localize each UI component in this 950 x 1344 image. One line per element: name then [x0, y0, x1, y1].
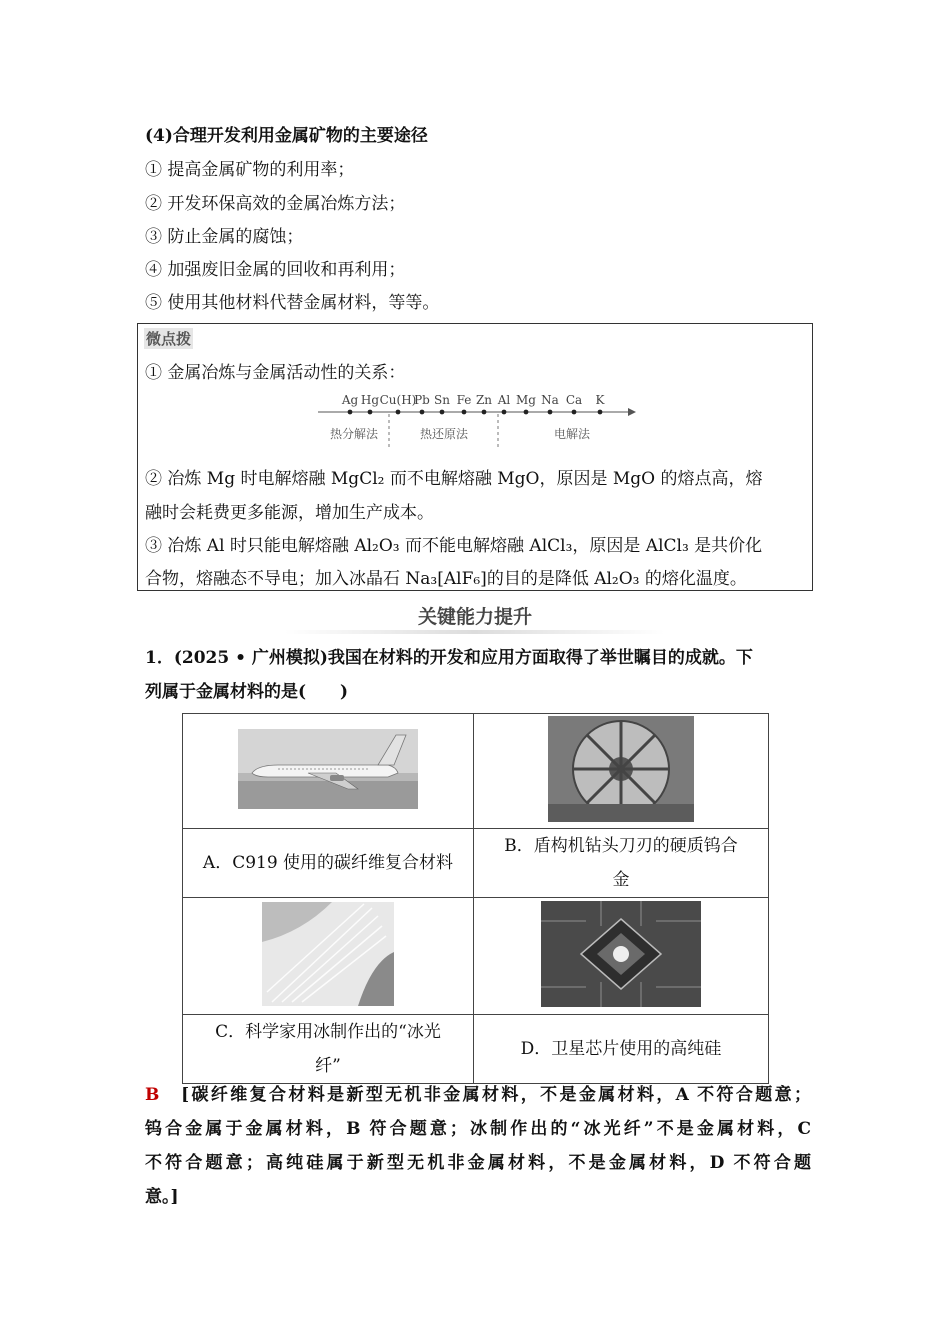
metal-dot-zn	[482, 410, 487, 415]
option-d-image-cell	[474, 898, 769, 1015]
tip-item-2-line-2: 融时会耗费更多能源，增加生产成本。	[145, 503, 434, 523]
route-item-3: ③ 防止金属的腐蚀；	[145, 227, 304, 247]
metal-label-sn: Sn	[434, 393, 450, 407]
options-table	[182, 713, 769, 1084]
tip-item-3-line-2: 合物，熔融态不导电；加入冰晶石 Na₃[AlF₆]的目的是降低 Al₂O₃ 的熔化温度。	[145, 569, 747, 589]
answer-line-1-text: [碳纤维复合材料是新型无机非金属材料，不是金属材料，A 不符合题意；	[181, 1085, 811, 1105]
airplane-image	[238, 729, 418, 809]
option-a-text: A．C919 使用的碳纤维复合材料	[202, 853, 454, 873]
metal-label-ag: Ag	[341, 393, 359, 407]
answer-line-1	[145, 1078, 811, 1113]
tip-item-3-line-1: ③ 冶炼 Al 时只能电解熔融 Al₂O₃ 而不能电解熔融 AlCl₃，原因是 AlCl₃ 是共价化	[145, 536, 763, 556]
shield-machine-image	[548, 716, 694, 822]
metal-label-zn: Zn	[475, 393, 493, 407]
route-item-2: ② 开发环保高效的金属冶炼方法；	[145, 194, 406, 214]
metal-dot-ca	[572, 410, 577, 415]
answer-line-2: 钨合金属于金属材料，B 符合题意；冰制作出的“冰光纤”不是金属材料，C	[145, 1119, 811, 1139]
option-d-cell	[474, 1015, 769, 1084]
metal-dot-hg	[368, 410, 373, 415]
option-b-image-cell	[474, 714, 769, 829]
option-b-text-line-2: 金	[612, 870, 630, 890]
metal-label-al: Al	[497, 393, 511, 407]
route-item-4: ④ 加强废旧金属的回收和再利用；	[145, 260, 406, 280]
option-c-image-cell	[183, 898, 474, 1015]
metal-dot-na	[548, 410, 553, 415]
option-c-text-line-2: 纤”	[315, 1056, 341, 1076]
answer-line-4: 意。]	[145, 1187, 179, 1207]
method-electrolysis: 电解法	[553, 427, 591, 441]
metal-label-mg: Mg	[516, 393, 536, 407]
diagram-arrow	[628, 408, 636, 416]
metal-label-hg: Hg	[360, 393, 380, 407]
option-a-cell	[183, 829, 474, 898]
section-title: 关键能力提升	[417, 606, 532, 628]
option-b-text-line-1: B．盾构机钻头刀刃的硬质钨合	[504, 836, 738, 856]
metal-dot-fe	[462, 410, 467, 415]
metal-dot-pb	[420, 410, 425, 415]
routes-heading: (4)合理开发利用金属矿物的主要途径	[145, 126, 428, 146]
metal-label-cuh: Cu(H)	[379, 393, 417, 407]
metal-dot-k	[598, 410, 603, 415]
metal-dot-sn	[440, 410, 445, 415]
option-a-image-cell	[183, 714, 474, 829]
question-line-1: 1．(2025 • 广州模拟)我国在材料的开发和应用方面取得了举世瞩目的成就。下	[145, 648, 753, 668]
tip-box	[137, 323, 813, 591]
metal-dot-ag	[348, 410, 353, 415]
metal-dot-al	[502, 410, 507, 415]
metal-activity-diagram	[314, 388, 644, 450]
metal-label-pb: Pb	[414, 393, 430, 407]
option-b-cell	[474, 829, 769, 898]
metal-label-k: K	[595, 393, 605, 407]
metal-label-ca: Ca	[565, 393, 583, 407]
ice-fiber-image	[262, 902, 394, 1006]
question-line-2: 列属于金属材料的是( )	[145, 682, 349, 702]
route-item-1: ① 提高金属矿物的利用率；	[145, 160, 355, 180]
method-thermal-reduction: 热还原法	[419, 427, 469, 441]
route-item-5: ⑤ 使用其他材料代替金属材料，等等。	[145, 293, 440, 313]
answer-letter: B	[145, 1085, 160, 1105]
method-thermal-decomposition: 热分解法	[329, 427, 379, 441]
metal-dot-cuh	[396, 410, 401, 415]
metal-dot-mg	[524, 410, 529, 415]
section-banner	[285, 600, 665, 636]
tip-label: 微点拨	[146, 330, 192, 348]
answer-line-3: 不符合题意；高纯硅属于新型无机非金属材料，不是金属材料，D 不符合题	[145, 1153, 811, 1173]
metal-label-fe: Fe	[456, 393, 472, 407]
option-c-cell	[183, 1015, 474, 1084]
option-d-text: D．卫星芯片使用的高纯硅	[520, 1039, 722, 1059]
tip-item-1: ① 金属冶炼与金属活动性的关系：	[145, 363, 406, 383]
tip-item-2-line-1: ② 冶炼 Mg 时电解熔融 MgCl₂ 而不电解熔融 MgO，原因是 MgO 的熔点高，熔	[145, 469, 763, 489]
chip-image	[541, 901, 701, 1007]
metal-label-na: Na	[541, 393, 559, 407]
option-c-text-line-1: C．科学家用冰制作出的“冰光	[215, 1022, 441, 1042]
